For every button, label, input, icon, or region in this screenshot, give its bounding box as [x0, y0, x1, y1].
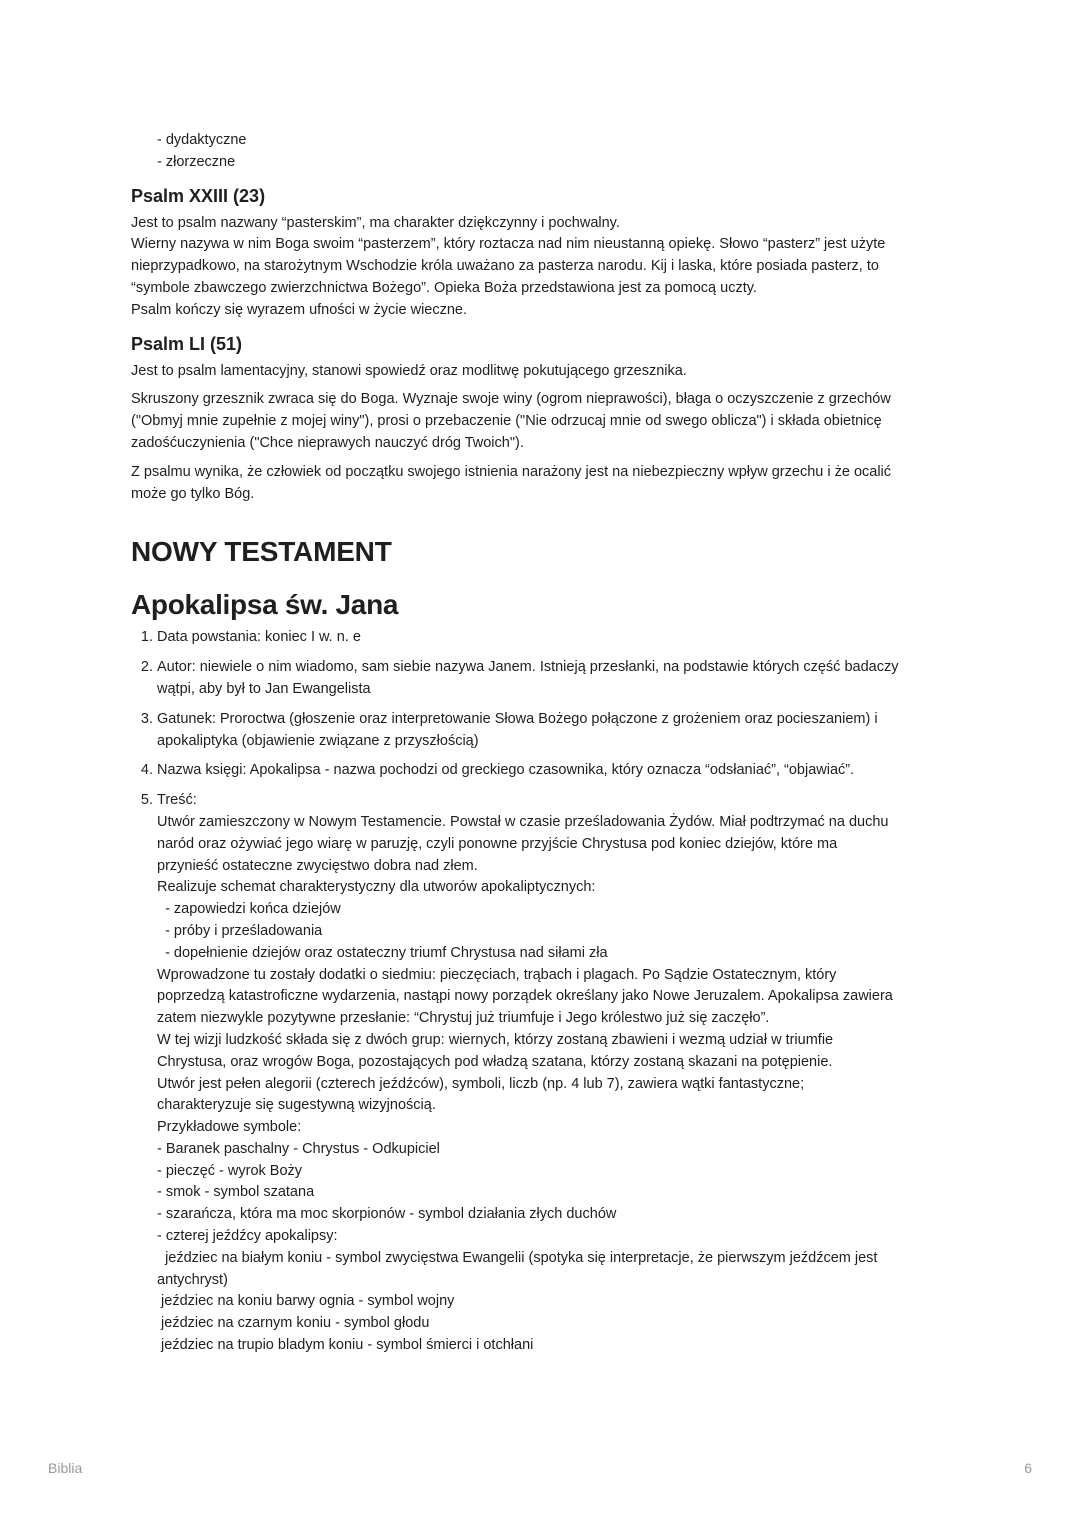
- nowy-testament-heading: NOWY TESTAMENT: [131, 536, 392, 568]
- paragraph-line: 4. Nazwa księgi: Apokalipsa - nazwa pochodzi od greckiego czasownika, który oznacza “odsłaniać”, “objawiać”.: [157, 762, 855, 779]
- paragraph-line: - próby i prześladowania: [157, 922, 323, 939]
- list-item: [157, 709, 951, 753]
- paragraph-line: Utwór jest pełen alegorii (czterech jeźdźców), symboli, liczb (np. 4 lub 7), zawiera wątki fantastyczne;: [157, 1075, 805, 1092]
- paragraph-line: Jest to psalm nazwany “pasterskim”, ma charakter dziękczynny i pochwalny.: [131, 214, 620, 231]
- paragraph-line: apokaliptyka (objawienie związane z przyszłością): [157, 732, 479, 749]
- psalm23-text: [131, 213, 951, 322]
- paragraph-line: Utwór zamieszczony w Nowym Testamencie. Powstał w czasie prześladowania Żydów. Miał podtrzymać na duchu: [157, 813, 889, 830]
- paragraph-line: “symbole zbawczego zwierzchnictwa Bożego”. Opieka Boża przedstawiona jest za pomocą uczty.: [131, 279, 757, 296]
- paragraph-line: Chrystusa, oraz wrogów Boga, pozostających pod władzą szatana, którzy zostaną skazani na potępienie.: [157, 1053, 833, 1070]
- paragraph-line: 2. Autor: niewiele o nim wiadomo, sam siebie nazywa Janem. Istnieją przesłanki, na podstawie których część badaczy: [157, 659, 899, 676]
- list-item: - dydaktyczne: [157, 132, 247, 148]
- paragraph-line: Psalm kończy się wyrazem ufności w życie wieczne.: [131, 301, 468, 318]
- paragraph-line: Przykładowe symbole:: [157, 1119, 302, 1136]
- paragraph-line: - Baranek paschalny - Chrystus - Odkupiciel: [157, 1140, 440, 1157]
- paragraph-line: Realizuje schemat charakterystyczny dla utworów apokaliptycznych:: [157, 879, 596, 896]
- paragraph-line: 5. Treść:: [157, 792, 197, 809]
- paragraph-line: jeździec na koniu barwy ognia - symbol wojny: [157, 1293, 455, 1310]
- footer-page-number: 6: [1024, 1460, 1032, 1476]
- list-item: [157, 657, 951, 701]
- paragraph-line: 1. Data powstania: koniec I w. n. e: [157, 629, 361, 646]
- paragraph-line: - pieczęć - wyrok Boży: [157, 1162, 303, 1179]
- page-content: [131, 130, 951, 1365]
- paragraph-line: Wprowadzone tu zostały dodatki o siedmiu: pieczęciach, trąbach i plagach. Po Sądzie Ostatecznym, który: [157, 966, 837, 983]
- paragraph-line: może go tylko Bóg.: [131, 485, 255, 502]
- paragraph-line: - dopełnienie dziejów oraz ostateczny triumf Chrystusa nad siłami zła: [157, 944, 608, 961]
- paragraph-line: jeździec na trupio bladym koniu - symbol śmierci i otchłani: [157, 1337, 534, 1354]
- apokalipsa-list: [131, 627, 951, 1357]
- paragraph-line: Wierny nazywa w nim Boga swoim “pasterzem”, który roztacza nad nim nieustanną opiekę. Słowo “pasterz” jest użyte: [131, 236, 886, 253]
- paragraph-line: nieprzypadkowo, na starożytnym Wschodzie króla uważano za pasterza narodu. Kij i laska, które posiada pasterz, to: [131, 258, 879, 275]
- paragraph-line: naród oraz ożywiać jego wiarę w paruzję, czyli ponowne przyjście Chrystusa pod koniec dziejów, które ma: [157, 835, 838, 852]
- paragraph-line: jeździec na czarnym koniu - symbol głodu: [157, 1315, 430, 1332]
- paragraph-line: Z psalmu wynika, że człowiek od początku swojego istnienia narażony jest na niebezpieczny wpływ grzechu i że ocalić: [131, 463, 892, 480]
- list-item: [157, 627, 951, 649]
- paragraph-line: W tej wizji ludzkość składa się z dwóch grup: wiernych, którzy zostaną zbawieni i wezmą udział w triumfie: [157, 1031, 834, 1048]
- paragraph-line: 3. Gatunek: Proroctwa (głoszenie oraz interpretowanie Słowa Bożego połączone z grożeniem oraz pocieszaniem) i: [157, 710, 878, 727]
- psalm51-paragraph-3: [131, 462, 951, 506]
- paragraph-line: zatem niezwykle pozytywne przesłanie: “Chrystuj już triumfuje i Jego królestwo już się zaczęło”.: [157, 1010, 770, 1027]
- list-item: - złorzeczne: [157, 153, 236, 170]
- psalm23-heading: Psalm XXIII (23): [131, 185, 266, 206]
- psalm51-paragraph-1: Jest to psalm lamentacyjny, stanowi spowiedź oraz modlitwę pokutującego grzesznika.: [131, 362, 687, 379]
- paragraph-line: poprzedzą katastroficzne wydarzenia, nastąpi nowy porządek określany jako Nowe Jeruzalem. Apokalipsa zawiera: [157, 988, 893, 1005]
- list-item: [157, 760, 951, 782]
- paragraph-line: - zapowiedzi końca dziejów: [157, 901, 341, 918]
- paragraph-line: ("Obmyj mnie zupełnie z mojej winy"), prosi o przebaczenie ("Nie odrzucaj mnie od swego oblicza") i składa obietnicę: [131, 413, 882, 430]
- paragraph-line: - szarańcza, która ma moc skorpionów - symbol działania złych duchów: [157, 1206, 617, 1223]
- list-item: [157, 790, 951, 1357]
- top-list: [131, 130, 951, 174]
- paragraph-line: zadośćuczynienia ("Chce nieprawych nauczyć dróg Twoich").: [131, 434, 524, 451]
- paragraph-line: jeździec na białym koniu - symbol zwycięstwa Ewangelii (spotyka się interpretacje, że pierwszym jeźdźcem jest: [157, 1249, 878, 1266]
- paragraph-line: przynieść ostateczne zwycięstwo dobra nad złem.: [157, 857, 478, 874]
- paragraph-line: - smok - symbol szatana: [157, 1184, 315, 1201]
- paragraph-line: Skruszony grzesznik zwraca się do Boga. Wyznaje swoje winy (ogrom nieprawości), błaga o oczyszczenie z grzechów: [131, 391, 891, 408]
- paragraph-line: wątpi, aby był to Jan Ewangelista: [157, 680, 371, 697]
- psalm51-paragraph-2: [131, 389, 951, 454]
- paragraph-line: - czterej jeźdźcy apokalipsy:: [157, 1228, 338, 1245]
- apokalipsa-heading: Apokalipsa św. Jana: [131, 589, 399, 621]
- paragraph-line: charakteryzuje się sugestywną wizyjnością.: [157, 1097, 436, 1114]
- footer-document-title: Biblia: [48, 1460, 83, 1476]
- paragraph-line: antychryst): [157, 1271, 228, 1288]
- psalm51-heading: Psalm LI (51): [131, 333, 243, 354]
